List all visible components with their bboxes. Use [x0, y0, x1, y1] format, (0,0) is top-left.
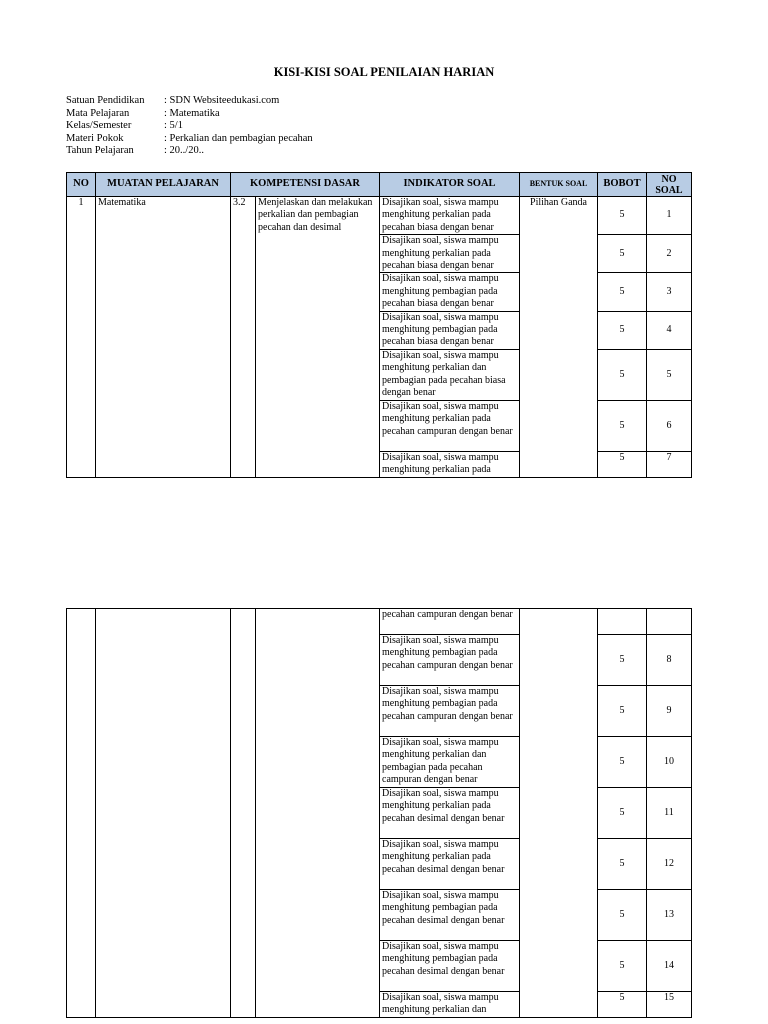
header-bobot: BOBOT: [598, 173, 647, 197]
info-label: Mata Pelajaran: [66, 107, 130, 119]
bentuk-soal-cell: [520, 609, 598, 1018]
nomor-soal-cell: 10: [647, 737, 692, 788]
header-indikator: INDIKATOR SOAL: [380, 173, 520, 197]
header-muatan: MUATAN PELAJARAN: [96, 173, 231, 197]
nomor-soal-cell: 14: [647, 941, 692, 992]
bobot-cell: 5: [598, 686, 647, 737]
nomor-soal-cell: 5: [647, 349, 692, 400]
nomor-soal-cell: 4: [647, 311, 692, 349]
indikator-cell: Disajikan soal, siswa mampu menghitung pembagian pada pecahan campuran dengan benar: [380, 686, 520, 737]
nomor-soal-cell: 15: [647, 992, 692, 1018]
bobot-cell: 5: [598, 400, 647, 451]
nomor-soal-cell: 9: [647, 686, 692, 737]
document-title: KISI-KISI SOAL PENILAIAN HARIAN: [273, 65, 495, 79]
row-number-cell: 1: [67, 197, 96, 478]
info-label: Kelas/Semester: [66, 120, 132, 132]
muatan-cell: [96, 609, 231, 1018]
info-row: [66, 95, 313, 108]
indikator-cell: Disajikan soal, siswa mampu menghitung pembagian pada pecahan desimal dengan benar: [380, 890, 520, 941]
indikator-cell: Disajikan soal, siswa mampu menghitung perkalian pada pecahan campuran dengan benar: [380, 400, 520, 451]
kd-text-cell: Menjelaskan dan melakukan perkalian dan pembagian pecahan dan desimal: [256, 197, 380, 478]
info-row: [66, 120, 313, 133]
indikator-cell: Disajikan soal, siswa mampu menghitung pembagian pada pecahan desimal dengan benar: [380, 941, 520, 992]
header-kompetensi: KOMPETENSI DASAR: [231, 173, 380, 197]
nomor-soal-cell: 6: [647, 400, 692, 451]
kd-number-cell: [231, 609, 256, 1018]
nomor-soal-cell: 8: [647, 635, 692, 686]
nomor-soal-cell: 1: [647, 197, 692, 235]
kd-number-cell: 3.2: [231, 197, 256, 478]
indikator-cell: pecahan campuran dengan benar: [380, 609, 520, 635]
bobot-cell: 5: [598, 941, 647, 992]
bobot-cell: 5: [598, 451, 647, 477]
nomor-soal-cell: 11: [647, 788, 692, 839]
indikator-cell: Disajikan soal, siswa mampu menghitung perkalian pada: [380, 451, 520, 477]
bobot-cell: 5: [598, 235, 647, 273]
header-nosoal-line1: NO: [661, 173, 677, 185]
info-value: : Perkalian dan pembagian pecahan: [164, 132, 313, 144]
kisi-table-page-2: [66, 608, 692, 1018]
bobot-cell: 5: [598, 839, 647, 890]
header-nosoal-line2: SOAL: [655, 184, 683, 196]
bobot-cell: 5: [598, 635, 647, 686]
header-nosoal: [647, 173, 692, 197]
indikator-cell: Disajikan soal, siswa mampu menghitung perkalian pada pecahan desimal dengan benar: [380, 788, 520, 839]
kd-text-cell: [256, 609, 380, 1018]
nomor-soal-cell: 2: [647, 235, 692, 273]
header-no: NO: [67, 173, 96, 197]
bobot-cell: 5: [598, 737, 647, 788]
indikator-cell: Disajikan soal, siswa mampu menghitung perkalian pada pecahan biasa dengan benar: [380, 197, 520, 235]
indikator-cell: Disajikan soal, siswa mampu menghitung pembagian pada pecahan biasa dengan benar: [380, 311, 520, 349]
nomor-soal-cell: 3: [647, 273, 692, 311]
info-label: Materi Pokok: [66, 132, 124, 144]
nomor-soal-cell: 7: [647, 451, 692, 477]
indikator-cell: Disajikan soal, siswa mampu menghitung perkalian pada pecahan biasa dengan benar: [380, 235, 520, 273]
info-row: [66, 145, 313, 158]
document-info: [66, 95, 313, 158]
bobot-cell: 5: [598, 273, 647, 311]
info-row: [66, 133, 313, 146]
info-label: Satuan Pendidikan: [66, 95, 145, 106]
indikator-cell: Disajikan soal, siswa mampu menghitung pembagian pada pecahan biasa dengan benar: [380, 273, 520, 311]
info-value: : Matematika: [164, 107, 220, 119]
nomor-soal-cell: 12: [647, 839, 692, 890]
bobot-cell: 5: [598, 349, 647, 400]
bobot-cell: 5: [598, 197, 647, 235]
bobot-cell: 5: [598, 992, 647, 1018]
info-row: [66, 108, 313, 121]
indikator-cell: Disajikan soal, siswa mampu menghitung perkalian dan pembagian pada pecahan campuran dengan benar: [380, 737, 520, 788]
indikator-cell: Disajikan soal, siswa mampu menghitung perkalian pada pecahan desimal dengan benar: [380, 839, 520, 890]
info-value: : 20../20..: [164, 145, 204, 157]
bobot-cell: 5: [598, 890, 647, 941]
muatan-cell: Matematika: [96, 197, 231, 478]
info-label: Tahun Pelajaran: [66, 145, 134, 157]
header-bentuk: BENTUK SOAL: [520, 173, 598, 197]
nomor-soal-cell: 13: [647, 890, 692, 941]
kisi-table-page-1: [66, 172, 692, 478]
indikator-cell: Disajikan soal, siswa mampu menghitung perkalian dan: [380, 992, 520, 1018]
bobot-cell: 5: [598, 788, 647, 839]
bobot-cell: [598, 609, 647, 635]
row-number-cell: [67, 609, 96, 1018]
bentuk-soal-cell: Pilihan Ganda: [520, 197, 598, 478]
info-value: : SDN Websiteedukasi.com: [164, 95, 280, 106]
nomor-soal-cell: [647, 609, 692, 635]
table-row: [67, 609, 692, 635]
bobot-cell: 5: [598, 311, 647, 349]
table-row: [67, 197, 692, 235]
info-value: : 5/1: [164, 120, 183, 132]
indikator-cell: Disajikan soal, siswa mampu menghitung pembagian pada pecahan campuran dengan benar: [380, 635, 520, 686]
indikator-cell: Disajikan soal, siswa mampu menghitung perkalian dan pembagian pada pecahan biasa dengan benar: [380, 349, 520, 400]
